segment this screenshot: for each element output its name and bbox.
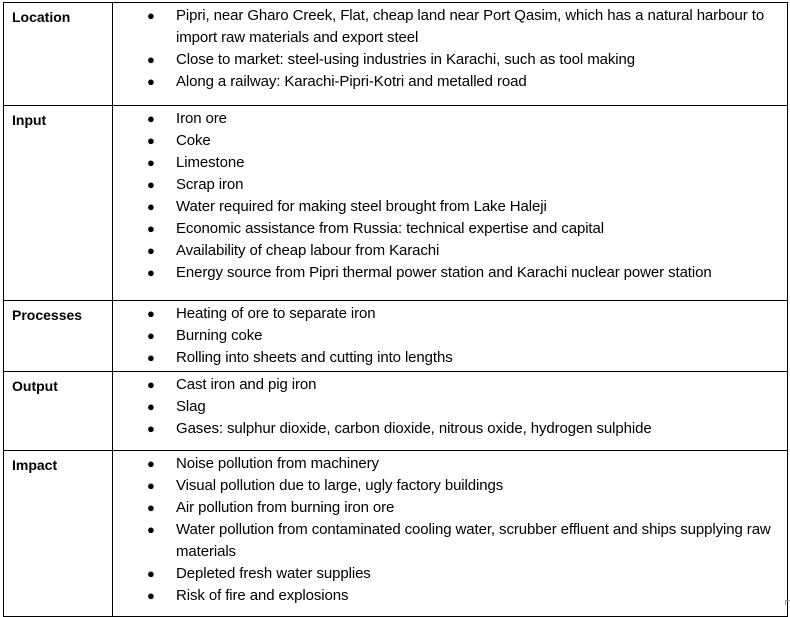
- table-row: [4, 3, 788, 106]
- bullet-icon: ●: [147, 155, 155, 170]
- list-item: [113, 497, 787, 519]
- list-item-text: Energy source from Pipri thermal power station and Karachi nuclear power station: [176, 264, 712, 281]
- list-item-text: Along a railway: Karachi-Pipri-Kotri and metalled road: [176, 73, 527, 90]
- list-item: [113, 240, 787, 262]
- list-item-text: Cast iron and pig iron: [176, 376, 317, 393]
- bullet-icon: ●: [147, 52, 155, 67]
- row-items-cell: [113, 451, 788, 617]
- list-item-text: Close to market: steel-using industries in Karachi, such as tool making: [176, 51, 635, 68]
- list-item-text: Slag: [176, 398, 206, 415]
- list-item-text: Scrap iron: [176, 176, 244, 193]
- list-item-text: Economic assistance from Russia: technical expertise and capital: [176, 220, 604, 237]
- list-item: [113, 71, 787, 93]
- list-item-text: Rolling into sheets and cutting into lengths: [176, 349, 453, 366]
- list-item: [113, 174, 787, 196]
- list-item-text: Gases: sulphur dioxide, carbon dioxide, nitrous oxide, hydrogen sulphide: [176, 420, 652, 437]
- bullet-icon: ●: [147, 133, 155, 148]
- bullet-icon: ●: [147, 328, 155, 343]
- steel-mill-table: [3, 2, 788, 617]
- bullet-icon: ●: [147, 500, 155, 515]
- bullet-icon: ●: [147, 421, 155, 436]
- bullet-icon: ●: [147, 265, 155, 280]
- list-item: [113, 5, 787, 49]
- list-item-text: Heating of ore to separate iron: [176, 305, 376, 322]
- bullet-list: [113, 453, 787, 607]
- row-items-cell: [113, 106, 788, 301]
- bullet-icon: ●: [147, 522, 155, 537]
- bullet-icon: ●: [147, 74, 155, 89]
- list-item-text: Noise pollution from machinery: [176, 455, 379, 472]
- list-item-text: Limestone: [176, 154, 245, 171]
- bullet-icon: ●: [147, 350, 155, 365]
- table-row: [4, 451, 788, 617]
- list-item-text: Iron ore: [176, 110, 227, 127]
- list-item-text: Depleted fresh water supplies: [176, 565, 371, 582]
- bullet-icon: ●: [147, 456, 155, 471]
- list-item-text: Water pollution from contaminated cooling water, scrubber effluent and ships supplying raw materials: [176, 521, 771, 560]
- bullet-list: [113, 374, 787, 440]
- list-item-text: Coke: [176, 132, 211, 149]
- bullet-icon: ●: [147, 566, 155, 581]
- table-row: [4, 106, 788, 301]
- row-label: Output: [4, 372, 113, 451]
- bullet-icon: ●: [147, 199, 155, 214]
- list-item: [113, 453, 787, 475]
- list-item: [113, 196, 787, 218]
- list-item-text: Air pollution from burning iron ore: [176, 499, 395, 516]
- list-item: [113, 130, 787, 152]
- list-item: [113, 374, 787, 396]
- bullet-icon: ●: [147, 588, 155, 603]
- list-item: [113, 262, 787, 284]
- list-item-text: Pipri, near Gharo Creek, Flat, cheap land near Port Qasim, which has a natural harbour to import raw materials and export steel: [176, 7, 765, 46]
- list-item: [113, 475, 787, 497]
- bullet-icon: ●: [147, 111, 155, 126]
- list-item-text: Availability of cheap labour from Karachi: [176, 242, 440, 259]
- bullet-list: [113, 5, 787, 93]
- resize-corner-mark: [785, 600, 790, 605]
- bullet-icon: ●: [147, 8, 155, 23]
- list-item: [113, 347, 787, 369]
- row-label: Location: [4, 3, 113, 106]
- row-items-cell: [113, 372, 788, 451]
- list-item: [113, 563, 787, 585]
- row-label: Input: [4, 106, 113, 301]
- bullet-icon: ●: [147, 377, 155, 392]
- list-item: [113, 152, 787, 174]
- list-item-text: Burning coke: [176, 327, 263, 344]
- list-item: [113, 585, 787, 607]
- list-item: [113, 396, 787, 418]
- bullet-icon: ●: [147, 177, 155, 192]
- bullet-icon: ●: [147, 399, 155, 414]
- table-row: [4, 301, 788, 372]
- list-item: [113, 108, 787, 130]
- list-item: [113, 218, 787, 240]
- row-label: Processes: [4, 301, 113, 372]
- row-label: Impact: [4, 451, 113, 617]
- bullet-icon: ●: [147, 478, 155, 493]
- bullet-list: [113, 108, 787, 284]
- list-item-text: Risk of fire and explosions: [176, 587, 349, 604]
- list-item: [113, 325, 787, 347]
- table-row: [4, 372, 788, 451]
- bullet-icon: ●: [147, 221, 155, 236]
- bullet-list: [113, 303, 787, 369]
- list-item: [113, 519, 787, 563]
- list-item: [113, 418, 787, 440]
- list-item-text: Water required for making steel brought from Lake Haleji: [176, 198, 547, 215]
- bullet-icon: ●: [147, 243, 155, 258]
- row-items-cell: [113, 301, 788, 372]
- list-item: [113, 303, 787, 325]
- list-item: [113, 49, 787, 71]
- list-item-text: Visual pollution due to large, ugly factory buildings: [176, 477, 504, 494]
- row-items-cell: [113, 3, 788, 106]
- bullet-icon: ●: [147, 306, 155, 321]
